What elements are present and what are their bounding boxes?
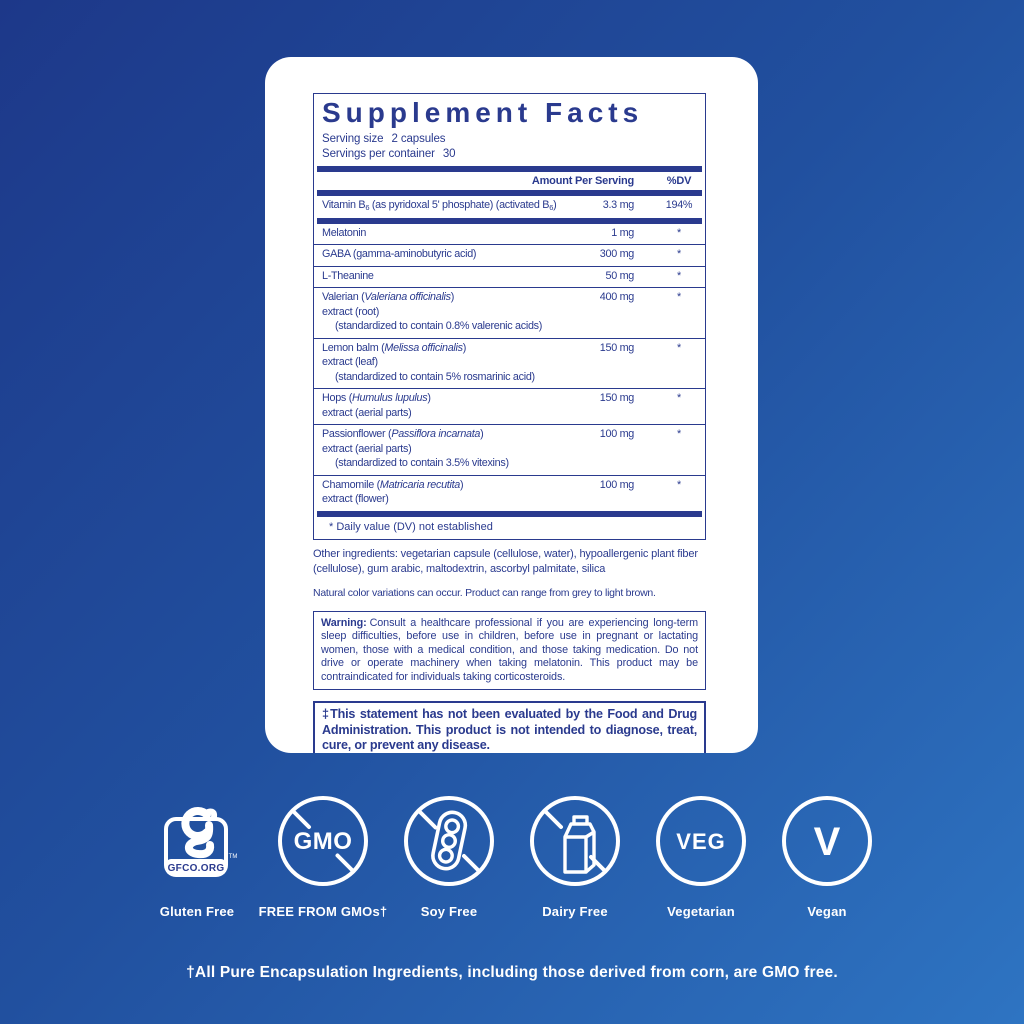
badge-label-gluten-free: Gluten Free	[159, 904, 235, 919]
servings-per-container-line	[314, 147, 705, 162]
ingredient-dv: *	[677, 341, 681, 354]
ingredient-dv: 194%	[665, 199, 693, 211]
vegan-icon-text: V	[813, 820, 841, 864]
warning-text: Consult a healthcare professional if you are experiencing long-term sleep difficulties, before use in children, before use in pregnant or lactating women, those with a medical condition, and those taking medication. Do not drive or operate machinery when taking melatonin. This product may be contraindicated for individuals taking corticosteroids.	[321, 616, 698, 683]
gfco-g-tail	[189, 825, 210, 854]
certification-badges-row	[0, 795, 1024, 919]
supplement-row	[314, 424, 705, 475]
badge-gmo-free	[258, 795, 388, 919]
supplement-row	[314, 244, 705, 266]
gmo-free-icon	[277, 795, 369, 887]
soy-free-icon-box	[403, 795, 495, 887]
veg-icon-text: VEG	[676, 829, 726, 854]
supplement-row	[314, 338, 705, 389]
other-ingredients: Other ingredients: vegetarian capsule (cellulose, water), hypoallergenic plant fiber (cellulose), gum arabic, maltodextrin, ascorbyl palmitate, silica	[313, 547, 698, 575]
fda-text: This statement has not been evaluated by the Food and Drug Administration. This product is not intended to diagnose, treat, cure, or prevent any disease.	[322, 707, 697, 753]
table-rows	[314, 224, 705, 511]
servings-per-container-value: 30	[442, 148, 456, 160]
ingredient-name: Melatonin	[322, 226, 367, 239]
table-header-row	[314, 172, 705, 190]
ingredient-dv: *	[677, 428, 681, 440]
table-row-vitamin	[314, 196, 705, 218]
ingredient-amount: 100 mg	[599, 428, 634, 440]
badge-label-soy-free: Soy Free	[420, 904, 478, 919]
ingredient-amount: 3.3 mg	[602, 199, 634, 211]
ingredient-amount: 300 mg	[599, 248, 634, 260]
row-spacer	[634, 391, 661, 420]
badge-label-vegetarian: Vegetarian	[667, 904, 735, 919]
gmo-icon-text: GMO	[293, 828, 353, 855]
serving-size-value: 2 capsules	[391, 133, 446, 145]
badge-gluten-free	[136, 795, 258, 919]
ingredient-amount: 1 mg	[611, 226, 634, 239]
gluten-free-icon-box	[151, 795, 243, 887]
ingredient-dv: *	[677, 392, 681, 404]
row-spacer	[634, 247, 661, 262]
dairy-free-icon	[529, 795, 621, 887]
row-spacer	[634, 341, 661, 385]
ingredient-name: Hops (Humulus lupulus) extract (aerial parts)	[322, 392, 431, 419]
fda-symbol: ‡	[322, 707, 331, 722]
supplement-row	[314, 196, 705, 218]
row-spacer	[634, 478, 661, 507]
row-spacer	[634, 290, 661, 334]
row-spacer	[634, 198, 661, 214]
label-card	[265, 57, 758, 753]
badge-vegetarian	[640, 795, 762, 919]
ingredient-amount: 150 mg	[599, 392, 634, 404]
gmo-free-icon-box	[277, 795, 369, 887]
gmo-free-footer-note: †All Pure Encapsulation Ingredients, including those derived from corn, are GMO free.	[186, 964, 838, 981]
row-spacer	[634, 226, 661, 241]
soy-free-icon	[403, 795, 495, 887]
vegan-icon-box	[781, 795, 873, 887]
supplement-row	[314, 224, 705, 245]
vegetarian-icon-box	[655, 795, 747, 887]
supplement-row	[314, 475, 705, 511]
ingredient-name: Passionflower (Passiflora incarnata) extract (aerial parts) (standardized to contain 3.5% vitexins)	[322, 428, 509, 469]
supplement-row	[314, 266, 705, 288]
ingredient-amount: 150 mg	[599, 341, 634, 354]
ingredient-dv: *	[677, 291, 681, 303]
row-spacer	[634, 427, 661, 471]
ingredient-dv: *	[677, 478, 681, 491]
ingredient-name: Chamomile (Matricaria recutita) extract (flower)	[322, 478, 464, 505]
ingredient-amount: 400 mg	[599, 291, 634, 303]
column-header-dv: %DV	[666, 175, 692, 187]
row-spacer	[634, 269, 661, 284]
ingredient-dv: *	[677, 248, 681, 260]
badge-soy-free	[388, 795, 510, 919]
serving-size-line	[314, 132, 705, 147]
ingredient-name: Valerian (Valeriana officinalis) extract (root) (standardized to contain 0.8% valerenic acids)	[322, 291, 543, 332]
ingredient-name: L-Theanine	[322, 269, 374, 282]
column-header-amount: Amount Per Serving	[531, 175, 634, 187]
color-variation-note: Natural color variations can occur. Product can range from grey to light brown.	[313, 586, 656, 599]
ingredient-amount: 100 mg	[599, 478, 634, 491]
badge-label-gmo-free: FREE FROM GMOs†	[258, 904, 388, 919]
badge-label-vegan: Vegan	[807, 904, 847, 919]
warning-box	[313, 611, 706, 691]
serving-info	[314, 129, 705, 166]
milk-carton	[565, 817, 594, 872]
gfco-tm-mark: TM	[228, 854, 238, 860]
badge-vegan	[766, 795, 888, 919]
ingredient-dv: *	[677, 269, 681, 282]
ingredient-dv: *	[677, 226, 681, 239]
panel-title: Supplement Facts	[322, 97, 644, 128]
supplement-row	[314, 388, 705, 424]
badge-dairy-free	[514, 795, 636, 919]
serving-size-label: Serving size	[322, 133, 384, 145]
ingredient-name: Lemon balm (Melissa officinalis) extract (leaf) (standardized to contain 5% rosmarinic acid)	[322, 341, 535, 383]
soybean-pod	[430, 810, 467, 871]
warning-label: Warning:	[321, 616, 367, 629]
vegetarian-icon	[655, 795, 747, 887]
ingredient-name: GABA (gamma-aminobutyric acid)	[322, 248, 477, 260]
ingredient-amount: 50 mg	[605, 269, 634, 282]
servings-per-container-label: Servings per container	[322, 148, 435, 160]
ingredient-name: Vitamin B6 (as pyridoxal 5' phosphate) (activated B6)	[322, 199, 557, 212]
fda-disclaimer-box	[313, 701, 706, 753]
supplement-row	[314, 287, 705, 338]
gfco-g-head	[185, 811, 207, 836]
gfco-gluten-free-icon	[151, 795, 243, 887]
vegan-icon	[781, 795, 873, 887]
badge-label-dairy-free: Dairy Free	[542, 904, 608, 919]
gfco-org-text: GFCO.ORG	[167, 863, 225, 874]
dv-footnote: * Daily value (DV) not established	[329, 520, 493, 533]
dairy-free-icon-box	[529, 795, 621, 887]
supplement-facts-panel	[313, 93, 706, 540]
